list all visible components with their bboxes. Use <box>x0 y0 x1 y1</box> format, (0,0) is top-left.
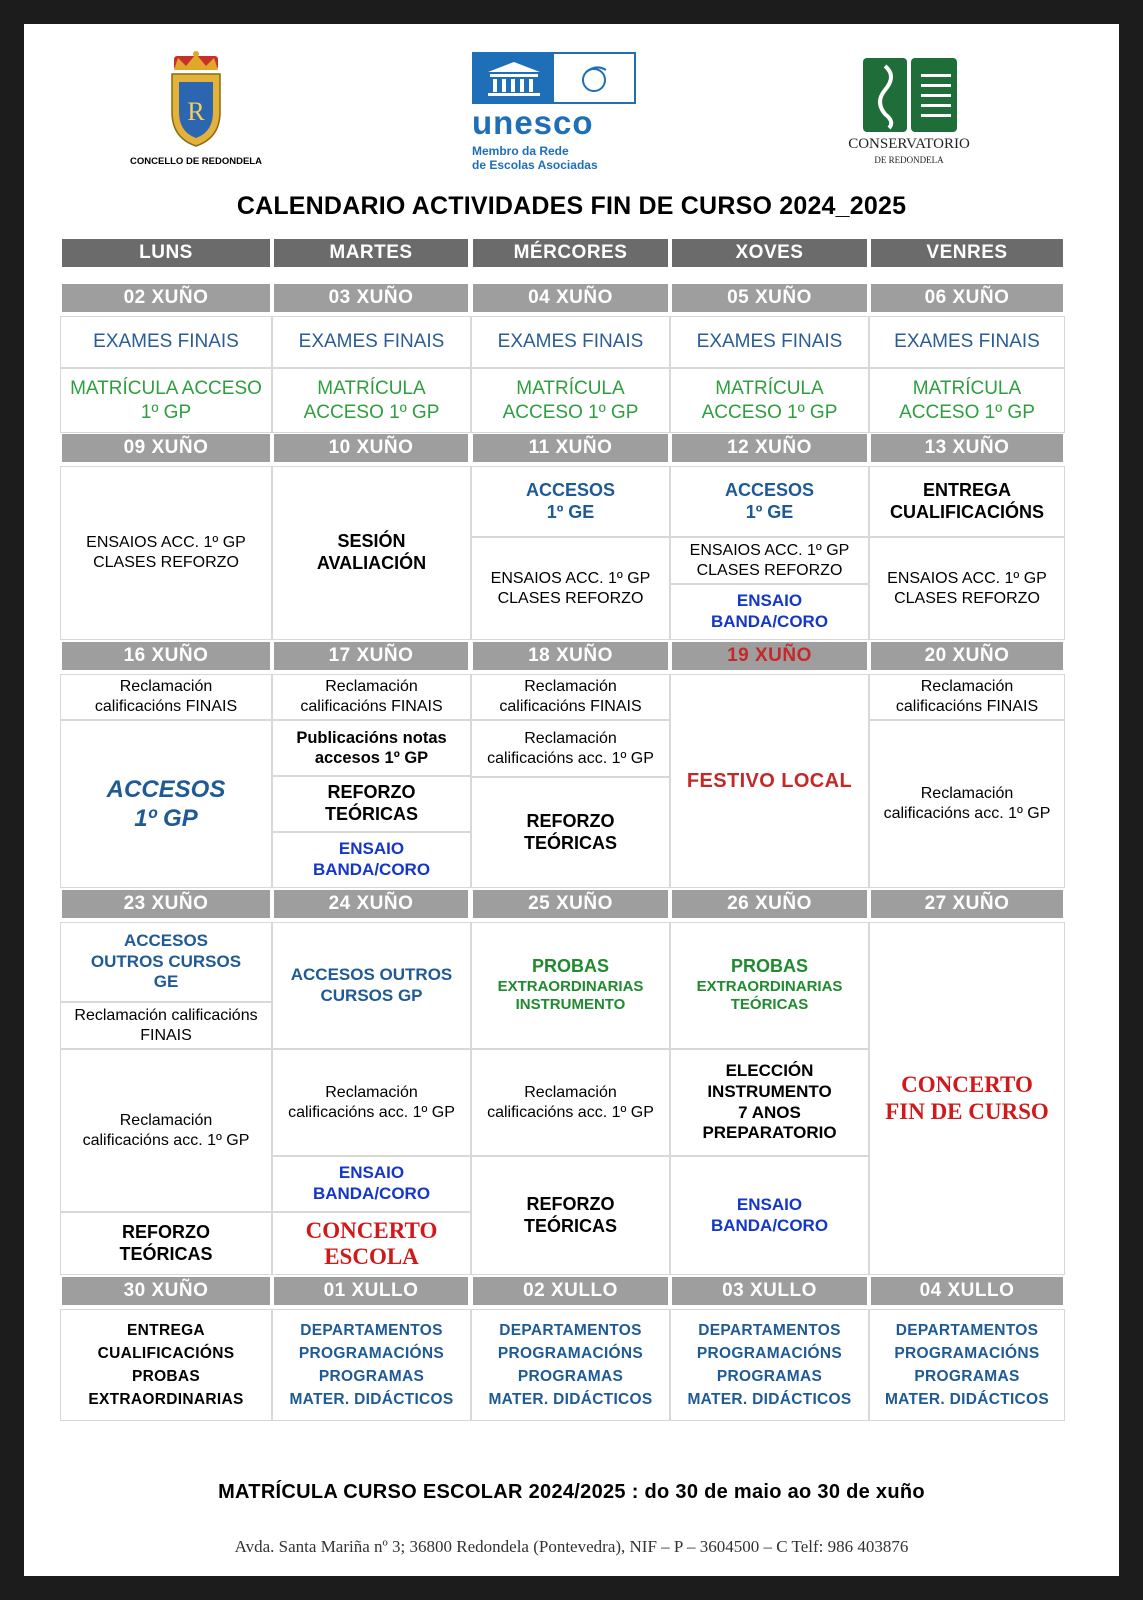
date-wed: 11 XUÑO <box>473 434 668 462</box>
cell-exams-thu: EXAMES FINAIS <box>670 316 869 368</box>
date-mon: 30 XUÑO <box>62 1277 270 1305</box>
date-tue: 24 XUÑO <box>274 890 468 918</box>
cell-concerto-fin-fri: CONCERTO FIN DE CURSO <box>869 922 1065 1275</box>
cell-matricula-wed: MATRÍCULA ACCESO 1º GP <box>471 368 670 433</box>
cell-accesos-ge-wed: ACCESOS 1º GE <box>471 466 670 537</box>
cell-accesos-ge-thu: ACCESOS 1º GE <box>670 466 869 537</box>
cell-festivo-thu: FESTIVO LOCAL <box>670 674 869 888</box>
cell-publicacions-tue: Publicacións notas accesos 1º GP <box>272 720 471 776</box>
conservatorio-sub: DE REDONDELA <box>874 155 944 165</box>
cell-probas-teoricas-thu: PROBAS EXTRAORDINARIAS TEÓRICAS <box>670 922 869 1049</box>
cell-departamentos-wed: DEPARTAMENTOS PROGRAMACIÓNS PROGRAMAS MATER. DIDÁCTICOS <box>471 1309 670 1421</box>
enrollment-note: MATRÍCULA CURSO ESCOLAR 2024/2025 : do 30 de maio ao 30 de xuño <box>218 1481 925 1503</box>
cell-reclam-finais-mon: Reclamación calificacións FINAIS <box>60 1002 272 1049</box>
cell-ensaio-banda-thu: ENSAIO BANDA/CORO <box>670 1156 869 1275</box>
date-fri: 06 XUÑO <box>871 284 1063 312</box>
date-tue: 01 XULLO <box>274 1277 468 1305</box>
date-fri: 20 XUÑO <box>871 642 1063 670</box>
date-wed: 25 XUÑO <box>473 890 668 918</box>
svg-text:R: R <box>187 97 205 126</box>
footer-address: Avda. Santa Mariña nº 3; 36800 Redondela (Pontevedra), NIF – P – 3604500 – C Telf: 986 403876 <box>234 1537 909 1556</box>
date-mon: 02 XUÑO <box>62 284 270 312</box>
cell-reclam-acc-wed: Reclamación calificacións acc. 1º GP <box>471 1049 670 1156</box>
cell-exams-tue: EXAMES FINAIS <box>272 316 471 368</box>
date-tue: 03 XUÑO <box>274 284 468 312</box>
date-mon: 16 XUÑO <box>62 642 270 670</box>
cell-reclam-acc-fri: Reclamación calificacións acc. 1º GP <box>869 720 1065 888</box>
cell-reclam-acc-tue: Reclamación calificacións acc. 1º GP <box>272 1049 471 1156</box>
cell-reforzo-tue: REFORZO TEÓRICAS <box>272 776 471 832</box>
cell-reclam-finais-fri: Reclamación calificacións FINAIS <box>869 674 1065 720</box>
cell-probas-instrumento-wed: PROBAS EXTRAORDINARIAS INSTRUMENTO <box>471 922 670 1049</box>
date-mon: 23 XUÑO <box>62 890 270 918</box>
cell-reclam-acc-mon: Reclamación calificacións acc. 1º GP <box>60 1049 272 1212</box>
conservatorio-caption: CONSERVATORIO <box>848 136 970 152</box>
cell-reclam-finais-wed: Reclamación calificacións FINAIS <box>471 674 670 720</box>
unesco-sub1: Membro da Rede <box>472 144 569 158</box>
conservatorio-logo <box>839 56 979 174</box>
cell-ensaios-fri: ENSAIOS ACC. 1º GP CLASES REFORZO <box>869 537 1065 640</box>
date-thu: 03 XULLO <box>672 1277 867 1305</box>
date-wed: 18 XUÑO <box>473 642 668 670</box>
cell-matricula-fri: MATRÍCULA ACCESO 1º GP <box>869 368 1065 433</box>
date-thu: 12 XUÑO <box>672 434 867 462</box>
date-fri: 27 XUÑO <box>871 890 1063 918</box>
date-thu: 05 XUÑO <box>672 284 867 312</box>
cell-ensaios-wed: ENSAIOS ACC. 1º GP CLASES REFORZO <box>471 537 670 640</box>
cell-ensaios-thu: ENSAIOS ACC. 1º GP CLASES REFORZO <box>670 537 869 584</box>
date-fri: 04 XULLO <box>871 1277 1063 1305</box>
date-tue: 10 XUÑO <box>274 434 468 462</box>
date-thu-holiday: 19 XUÑO <box>672 642 867 670</box>
day-header-tue: MARTES <box>274 239 468 267</box>
day-header-wed: MÉRCORES <box>473 239 668 267</box>
cell-entrega-mon: ENTREGA CUALIFICACIÓNS PROBAS EXTRAORDINARIAS <box>60 1309 272 1421</box>
concello-caption: CONCELLO DE REDONDELA <box>130 156 262 167</box>
unesco-word: unesco <box>472 104 594 141</box>
unesco-temple-icon <box>472 52 636 104</box>
cell-exams-wed: EXAMES FINAIS <box>471 316 670 368</box>
cell-departamentos-tue: DEPARTAMENTOS PROGRAMACIÓNS PROGRAMAS MATER. DIDÁCTICOS <box>272 1309 471 1421</box>
cell-reforzo-wed: REFORZO TEÓRICAS <box>471 777 670 888</box>
date-wed: 04 XUÑO <box>473 284 668 312</box>
unesco-logo <box>472 52 642 174</box>
cell-departamentos-thu: DEPARTAMENTOS PROGRAMACIÓNS PROGRAMAS MATER. DIDÁCTICOS <box>670 1309 869 1421</box>
cell-entrega-fri: ENTREGA CUALIFICACIÓNS <box>869 466 1065 537</box>
unesco-sub2: de Escolas Asociadas <box>472 158 598 172</box>
cell-exams-mon: EXAMES FINAIS <box>60 316 272 368</box>
page-title: CALENDARIO ACTIVIDADES FIN DE CURSO 2024_2025 <box>236 192 907 220</box>
cell-ensaio-banda-tue: ENSAIO BANDA/CORO <box>272 832 471 888</box>
date-mon: 09 XUÑO <box>62 434 270 462</box>
day-header-fri: VENRES <box>871 239 1063 267</box>
calendar-page <box>24 24 1119 1576</box>
concello-logo <box>116 50 276 172</box>
cell-matricula-thu: MATRÍCULA ACCESO 1º GP <box>670 368 869 433</box>
cell-eleccion-thu: ELECCIÓN INSTRUMENTO 7 ANOS PREPARATORIO <box>670 1049 869 1156</box>
coat-of-arms-icon <box>116 50 276 150</box>
cell-accesos-gp-mon: ACCESOS 1º GP <box>60 720 272 888</box>
conservatorio-emblem-icon <box>839 56 979 134</box>
cell-sesion-tue: SESIÓN AVALIACIÓN <box>272 466 471 640</box>
date-wed: 02 XULLO <box>473 1277 668 1305</box>
date-fri: 13 XUÑO <box>871 434 1063 462</box>
cell-reclam-finais-mon: Reclamación calificacións FINAIS <box>60 674 272 720</box>
cell-reclam-finais-tue: Reclamación calificacións FINAIS <box>272 674 471 720</box>
cell-matricula-mon: MATRÍCULA ACCESO 1º GP <box>60 368 272 433</box>
cell-exams-fri: EXAMES FINAIS <box>869 316 1065 368</box>
cell-reforzo-mon: REFORZO TEÓRICAS <box>60 1212 272 1275</box>
date-tue: 17 XUÑO <box>274 642 468 670</box>
day-header-thu: XOVES <box>672 239 867 267</box>
day-header-mon: LUNS <box>62 239 270 267</box>
cell-reclam-acc-wed: Reclamación calificacións acc. 1º GP <box>471 720 670 777</box>
cell-reforzo-wed: REFORZO TEÓRICAS <box>471 1156 670 1275</box>
cell-concerto-escola-tue: CONCERTO ESCOLA <box>272 1212 471 1275</box>
cell-departamentos-fri: DEPARTAMENTOS PROGRAMACIÓNS PROGRAMAS MATER. DIDÁCTICOS <box>869 1309 1065 1421</box>
date-thu: 26 XUÑO <box>672 890 867 918</box>
cell-accesos-otros-gp-tue: ACCESOS OUTROS CURSOS GP <box>272 922 471 1049</box>
cell-matricula-tue: MATRÍCULA ACCESO 1º GP <box>272 368 471 433</box>
cell-accesos-otros-mon: ACCESOS OUTROS CURSOS GE <box>60 922 272 1002</box>
cell-ensaios-mon: ENSAIOS ACC. 1º GP CLASES REFORZO <box>60 466 272 640</box>
cell-ensaio-banda-tue: ENSAIO BANDA/CORO <box>272 1156 471 1212</box>
cell-ensaio-banda-thu: ENSAIO BANDA/CORO <box>670 584 869 640</box>
